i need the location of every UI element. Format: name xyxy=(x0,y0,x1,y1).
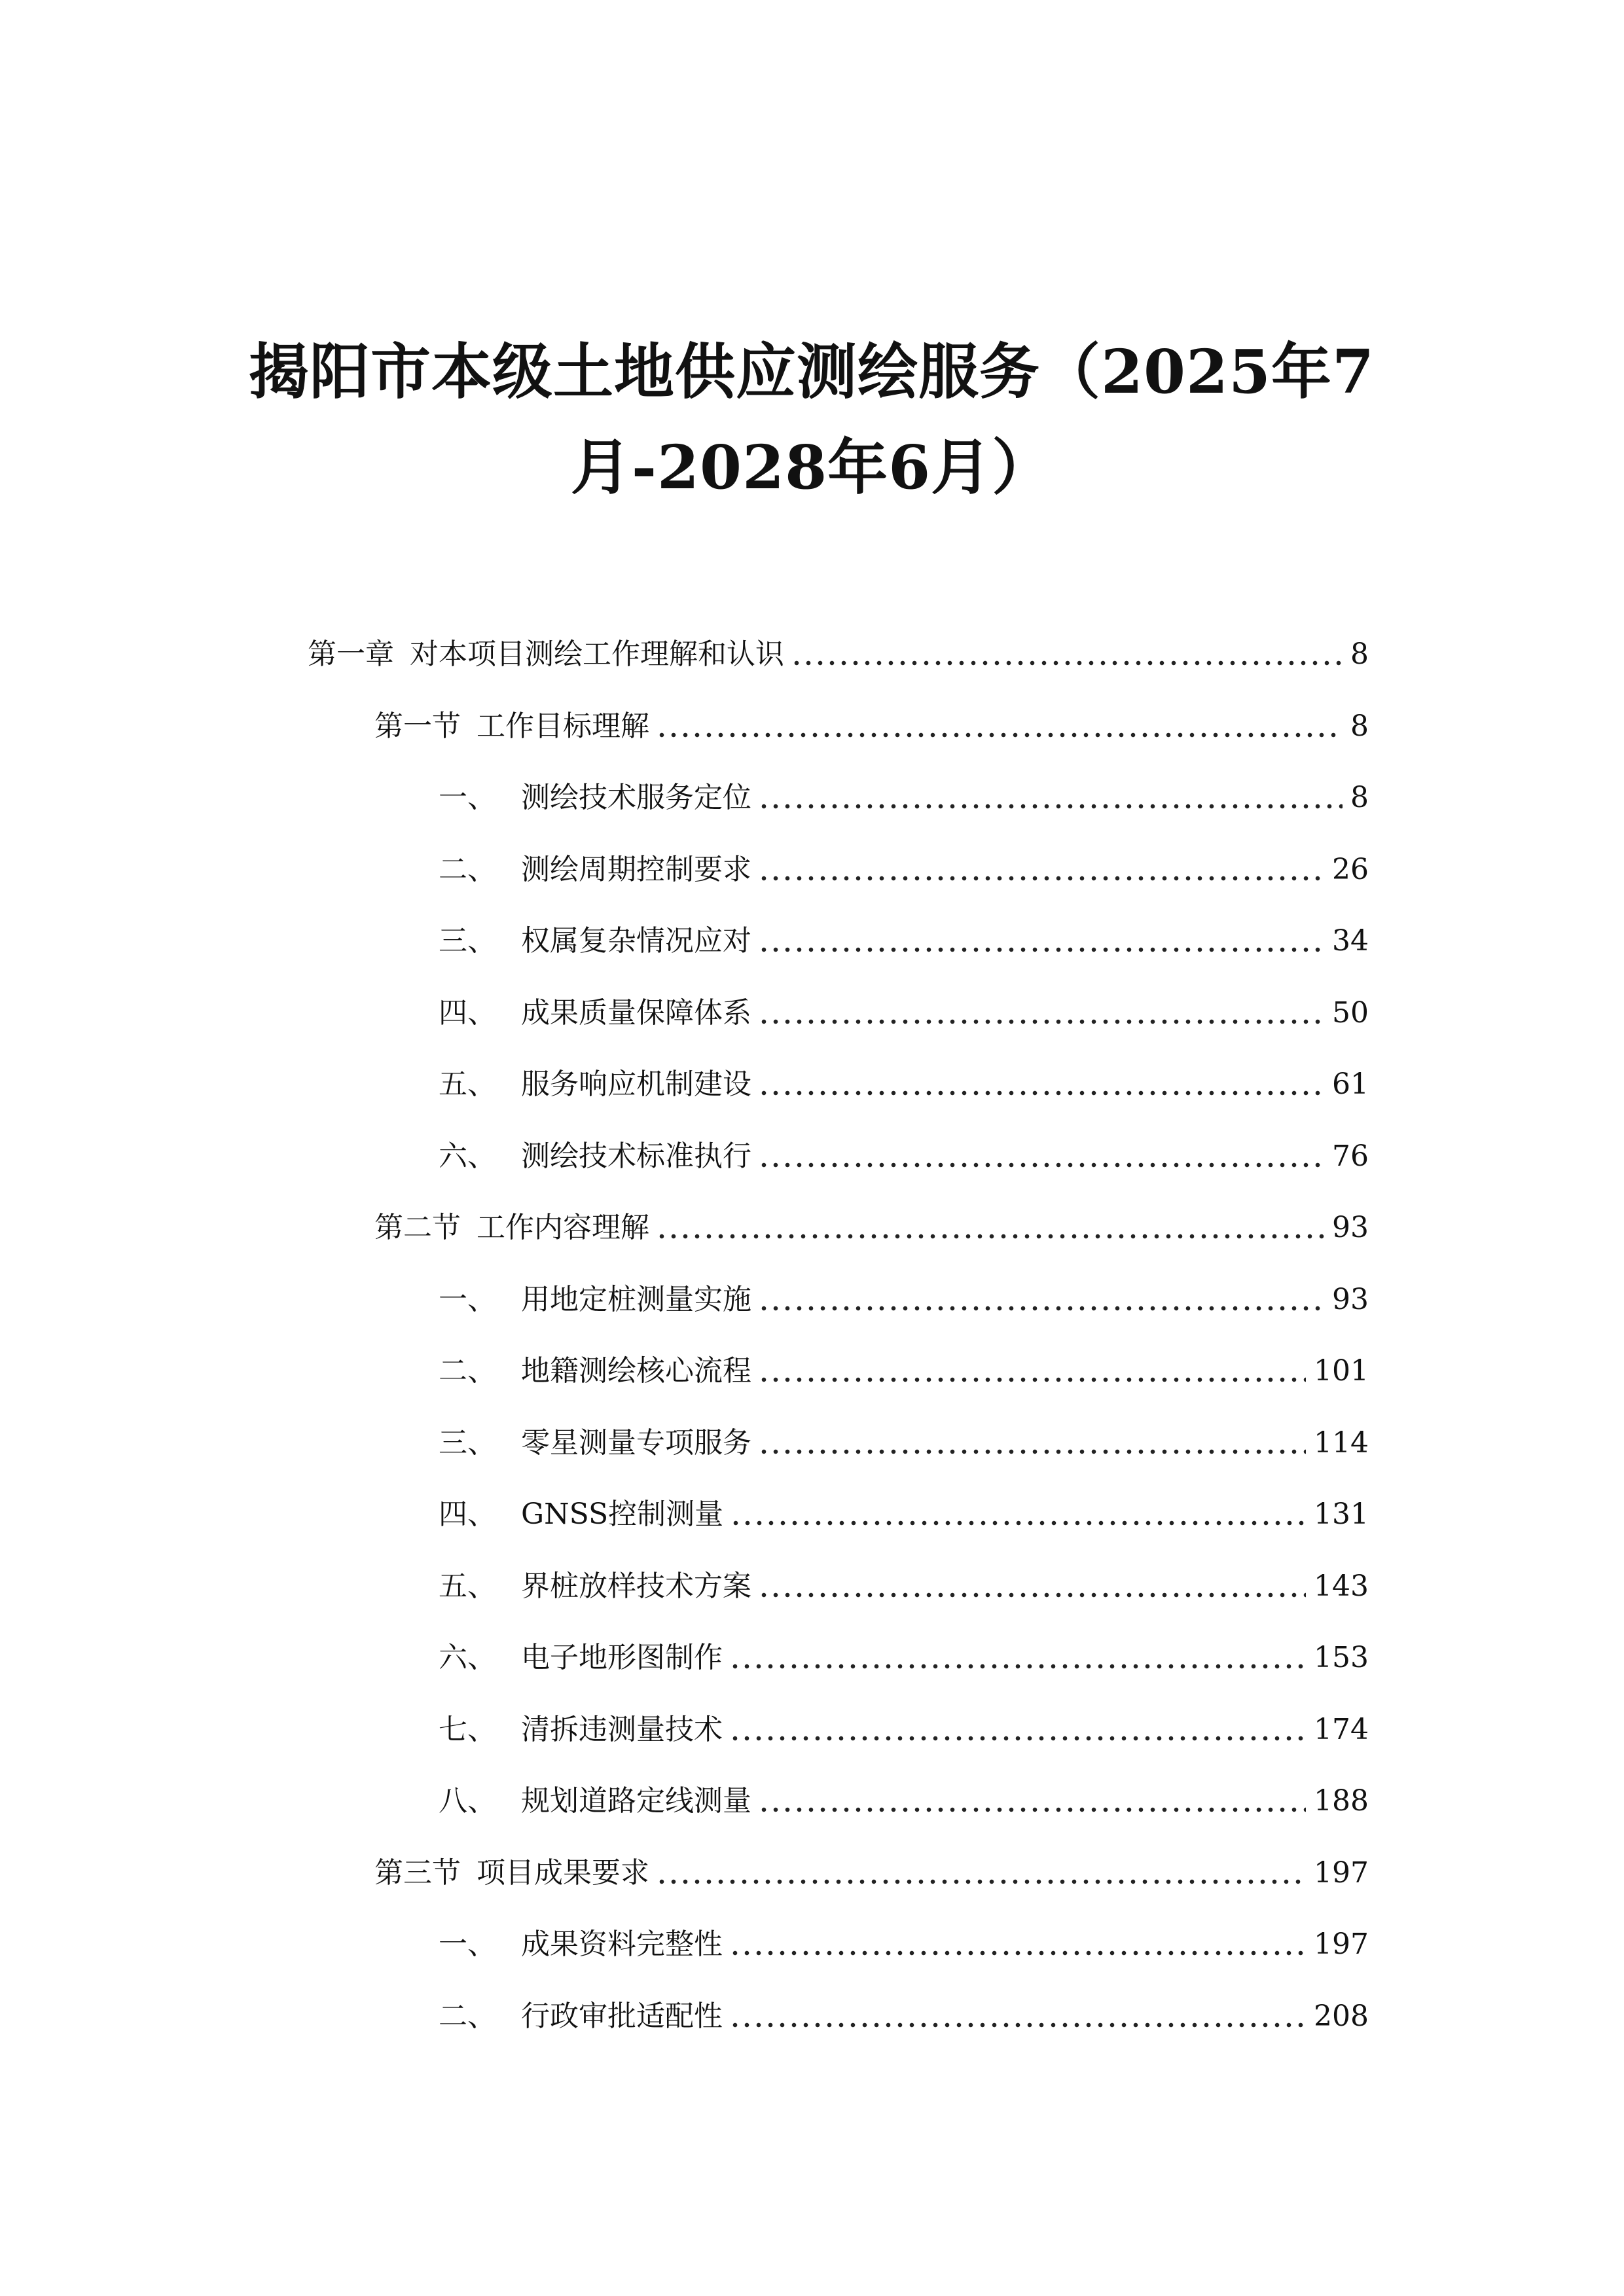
toc-entry[interactable] xyxy=(439,1924,1369,1965)
toc-dot-leader xyxy=(758,1780,1306,1822)
toc-dot-leader xyxy=(656,706,1343,747)
toc-entry-number: 八、 xyxy=(439,1784,496,1818)
toc-entry-title: 测绘技术服务定位 xyxy=(521,781,751,814)
toc-dot-leader xyxy=(730,1494,1306,1535)
toc-entry-page-number: 50 xyxy=(1332,996,1369,1030)
toc-entry-number: 一、 xyxy=(439,781,496,814)
toc-dot-leader xyxy=(656,1207,1324,1249)
toc-entry-number: 七、 xyxy=(439,1713,496,1746)
toc-entry[interactable] xyxy=(439,1780,1369,1822)
toc-entry-page-number: 114 xyxy=(1314,1426,1369,1460)
toc-entry-label xyxy=(439,1279,751,1321)
toc-entry-page-number: 8 xyxy=(1350,709,1369,743)
toc-entry-page-number: 131 xyxy=(1314,1498,1369,1531)
toc-entry-page-number: 93 xyxy=(1332,1211,1369,1244)
toc-entry-number: 第二节 xyxy=(374,1211,461,1244)
toc-dot-leader xyxy=(729,1709,1306,1751)
toc-entry-page-number: 143 xyxy=(1314,1570,1369,1603)
toc-dot-leader xyxy=(729,1924,1306,1965)
toc-entry-page-number: 208 xyxy=(1314,2000,1369,2033)
toc-entry-label xyxy=(439,1924,723,1965)
toc-entry[interactable] xyxy=(374,1207,1369,1249)
toc-entry[interactable] xyxy=(439,920,1369,962)
toc-entry-page-number: 61 xyxy=(1332,1067,1369,1101)
toc-entry-number: 第一章 xyxy=(308,637,394,671)
toc-entry[interactable] xyxy=(439,1064,1369,1105)
toc-entry-title: 成果资料完整性 xyxy=(521,1928,723,1961)
toc-entry-number: 三、 xyxy=(439,1426,496,1460)
toc-entry[interactable] xyxy=(439,849,1369,891)
toc-entry-number: 二、 xyxy=(439,1354,496,1388)
toc-entry[interactable] xyxy=(439,1136,1369,1177)
toc-entry-title: 电子地形图制作 xyxy=(521,1641,723,1674)
toc-entry-title: 成果质量保障体系 xyxy=(521,996,751,1030)
toc-entry-number: 一、 xyxy=(439,1283,496,1316)
toc-dot-leader xyxy=(758,1566,1306,1607)
toc-dot-leader xyxy=(729,1996,1306,2037)
toc-dot-leader xyxy=(758,992,1324,1034)
toc-entry-number: 二、 xyxy=(439,2000,496,2033)
document-title-line-1: 揭阳市本级土地供应测绘服务（2025年7 xyxy=(248,336,1375,407)
toc-entry-page-number: 188 xyxy=(1314,1784,1369,1818)
toc-entry-title: GNSS控制测量 xyxy=(521,1498,724,1531)
toc-entry-number: 四、 xyxy=(439,1498,496,1531)
toc-entry-title: 工作目标理解 xyxy=(477,709,649,743)
toc-dot-leader xyxy=(758,1422,1306,1464)
toc-entry-label xyxy=(439,1350,751,1392)
toc-entry-label xyxy=(439,1996,723,2037)
toc-entry-label xyxy=(439,1709,723,1751)
toc-entry-title: 测绘技术标准执行 xyxy=(521,1139,751,1173)
toc-entry-label xyxy=(374,1207,649,1249)
toc-entry-page-number: 8 xyxy=(1350,637,1369,671)
toc-entry-label xyxy=(439,1780,751,1822)
toc-entry-label xyxy=(439,992,751,1034)
toc-entry-page-number: 93 xyxy=(1332,1283,1369,1316)
toc-dot-leader xyxy=(791,634,1343,675)
toc-entry-label xyxy=(439,1637,723,1679)
toc-entry-label xyxy=(439,777,751,819)
toc-entry[interactable] xyxy=(308,634,1369,675)
toc-entry-number: 六、 xyxy=(439,1641,496,1674)
toc-entry[interactable] xyxy=(439,1494,1369,1535)
toc-entry-number: 一、 xyxy=(439,1928,496,1961)
document-title-line-2: 月-2028年6月） xyxy=(570,432,1053,503)
toc-entry[interactable] xyxy=(439,1566,1369,1607)
toc-dot-leader xyxy=(758,849,1324,891)
toc-entry[interactable] xyxy=(374,1852,1369,1894)
toc-entry-label xyxy=(439,1064,751,1105)
toc-entry-title: 用地定桩测量实施 xyxy=(521,1283,751,1316)
toc-entry-title: 零星测量专项服务 xyxy=(521,1426,751,1460)
toc-entry-page-number: 8 xyxy=(1350,781,1369,814)
toc-dot-leader xyxy=(758,1279,1324,1321)
toc-entry-label xyxy=(308,634,784,675)
toc-entry-title: 地籍测绘核心流程 xyxy=(521,1354,751,1388)
toc-entry-page-number: 101 xyxy=(1314,1354,1369,1388)
toc-entry-label xyxy=(439,1136,751,1177)
toc-entry[interactable] xyxy=(439,992,1369,1034)
toc-entry-title: 权属复杂情况应对 xyxy=(521,924,751,958)
toc-entry-page-number: 197 xyxy=(1314,1856,1369,1890)
toc-entry-number: 六、 xyxy=(439,1139,496,1173)
toc-entry-label xyxy=(439,1494,723,1535)
toc-entry-title: 对本项目测绘工作理解和认识 xyxy=(410,637,784,671)
toc-entry[interactable] xyxy=(439,1279,1369,1321)
toc-dot-leader xyxy=(758,1350,1306,1392)
toc-dot-leader xyxy=(758,1064,1324,1105)
toc-entry[interactable] xyxy=(439,1996,1369,2037)
toc-entry-number: 三、 xyxy=(439,924,496,958)
toc-entry[interactable] xyxy=(439,1709,1369,1751)
toc-entry-page-number: 34 xyxy=(1332,924,1369,958)
toc-entry[interactable] xyxy=(439,1422,1369,1464)
toc-entry-title: 项目成果要求 xyxy=(477,1856,649,1890)
toc-entry-label xyxy=(439,920,751,962)
toc-entry-number: 五、 xyxy=(439,1067,496,1101)
toc-entry-label xyxy=(374,1852,649,1894)
toc-entry-title: 测绘周期控制要求 xyxy=(521,853,751,886)
toc-entry-page-number: 197 xyxy=(1314,1928,1369,1961)
toc-entry-page-number: 26 xyxy=(1332,853,1369,886)
toc-entry[interactable] xyxy=(439,777,1369,819)
toc-entry[interactable] xyxy=(439,1350,1369,1392)
toc-entry-number: 第一节 xyxy=(374,709,461,743)
toc-entry-number: 五、 xyxy=(439,1570,496,1603)
toc-entry-label xyxy=(439,1566,751,1607)
toc-entry[interactable] xyxy=(374,706,1369,747)
toc-entry-page-number: 76 xyxy=(1332,1139,1369,1173)
toc-entry-label xyxy=(439,849,751,891)
toc-entry-title: 规划道路定线测量 xyxy=(521,1784,751,1818)
toc-entry-page-number: 174 xyxy=(1314,1713,1369,1746)
toc-entry-title: 界桩放样技术方案 xyxy=(521,1570,751,1603)
toc-dot-leader xyxy=(758,1136,1324,1177)
toc-entry-label xyxy=(439,1422,751,1464)
toc-entry-number: 二、 xyxy=(439,853,496,886)
toc-dot-leader xyxy=(758,777,1343,819)
toc-dot-leader xyxy=(758,920,1324,962)
toc-entry-title: 工作内容理解 xyxy=(477,1211,649,1244)
toc-entry-title: 服务响应机制建设 xyxy=(521,1067,751,1101)
toc-entry-number: 第三节 xyxy=(374,1856,461,1890)
toc-entry-label xyxy=(374,706,649,747)
toc-entry-page-number: 153 xyxy=(1314,1641,1369,1674)
toc-entry-title: 行政审批适配性 xyxy=(521,2000,723,2033)
toc-entry-number: 四、 xyxy=(439,996,496,1030)
toc-dot-leader xyxy=(656,1852,1306,1894)
toc-entry[interactable] xyxy=(439,1637,1369,1679)
toc-dot-leader xyxy=(729,1637,1306,1679)
toc-entry-title: 清拆违测量技术 xyxy=(521,1713,723,1746)
